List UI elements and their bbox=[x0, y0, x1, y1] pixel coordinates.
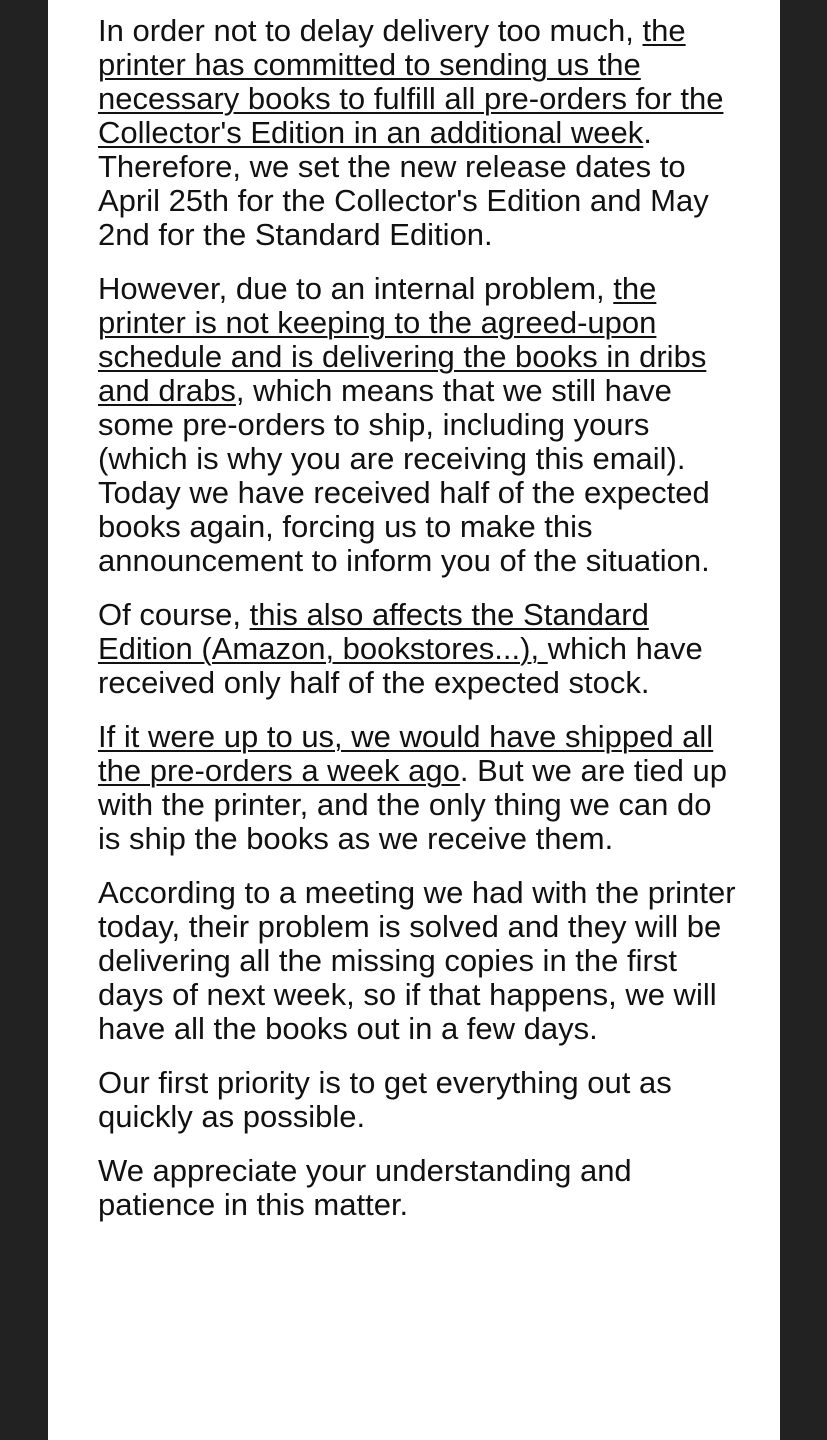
paragraph-text: . Therefore, we set the new release dates to April 25th for the Collector's Edition and May 2nd for the Standard Edition. bbox=[98, 115, 709, 252]
paragraph-text: . But we are tied up with the printer, and the only thing we can do is ship the books as we receive them. bbox=[98, 753, 727, 856]
email-paragraph-5 bbox=[98, 876, 740, 1046]
emphasized-text: the printer is not keeping to the agreed-upon schedule and is delivering the books in dribs and drabs bbox=[98, 271, 707, 408]
email-paragraph-1 bbox=[98, 14, 740, 252]
email-paragraph-6 bbox=[98, 1066, 740, 1134]
email-paragraph-7 bbox=[98, 1154, 740, 1222]
email-paragraph-2 bbox=[98, 272, 740, 578]
email-paragraph-3 bbox=[98, 598, 740, 700]
paragraph-text: , which means that we still have some pre-orders to ship, including yours (which is why you are receiving this email). Today we have received half of the expected books again, forcing us to make this announcement to inform you of the situation. bbox=[98, 373, 710, 578]
paragraph-text: According to a meeting we had with the printer today, their problem is solved and they will be delivering all the missing copies in the first days of next week, so if that happens, we will have all the books out in a few days. bbox=[98, 875, 736, 1046]
paragraph-text: However, due to an internal problem, bbox=[98, 271, 614, 306]
paragraph-text: We appreciate your understanding and patience in this matter. bbox=[98, 1153, 632, 1222]
paragraph-text: In order not to delay delivery too much, bbox=[98, 13, 643, 48]
emphasized-text: this also affects the Standard Edition (Amazon, bookstores...), bbox=[98, 597, 649, 666]
paragraph-text: Of course, bbox=[98, 597, 250, 632]
emphasized-text: If it were up to us, we would have shipped all the pre-orders a week ago bbox=[98, 719, 714, 788]
paragraph-text: Our first priority is to get everything out as quickly as possible. bbox=[98, 1065, 672, 1134]
email-paragraph-4 bbox=[98, 720, 740, 856]
paragraph-text: which have received only half of the expected stock. bbox=[98, 631, 703, 700]
emphasized-text: the printer has committed to sending us the necessary books to fulfill all pre-orders for the Collector's Edition in an additional week bbox=[98, 13, 724, 150]
email-body-panel bbox=[48, 0, 780, 1440]
email-content bbox=[98, 14, 740, 1242]
